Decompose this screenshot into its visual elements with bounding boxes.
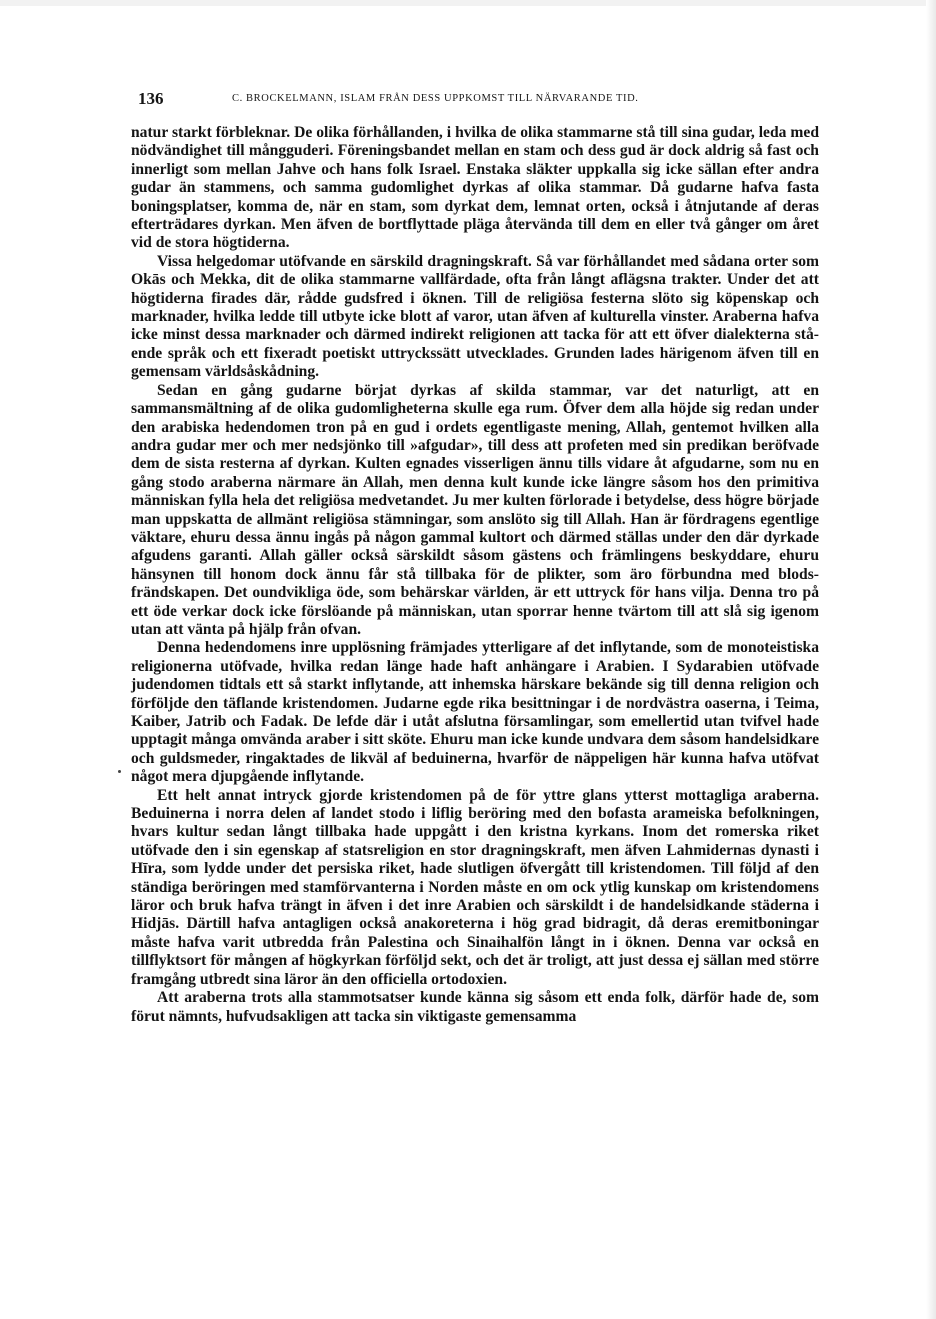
paragraph-3: Sedan en gång gudarne börjat dyrkas af skilda stammar, var det naturligt, att en sammansmältning af de olika gudomligheterna skulle ega rum. Öfver dem alla höjde sig redan under den arabiska hedendomen tron på en gud i ordets egentligaste mening, Allah, gentemot hvilken alla andra gudar mer och mer nedsjönko till »afgudar», till dess att profeten med sin predikan beröfvade dem de sista resterna af dyrkan. Kulten egnades visserligen ännu tills vidare åt afgudarne, som nu en gång stodo araberna närmare än Allah, men denna kult kunde icke längre såsom hos den primitiva människan fylla hela det religiösa medvetandet. Ju mer kulten förlorade i betydelse, dess högre började man uppskatta de allmänt religiösa stämningar, som anslöto sig till Allah. Han är fördragens egentlige väktare, ehuru dessa ännu ingås på någon gammal kultort och därmed ställas under den där dyrkade afgudens garanti. Allah gäller också särskildt såsom gästens och främlingens beskyddare, ehuru hänsynen till honom dock ännu får stå tillbaka för de plikter, som äro förbundna med blodsfrändskapen. Det oundvikliga öde, som behärskar världen, är ett uttryck för hans vilja. Denna tro på ett öde verkar dock icke förslöande på människan, utan sporrar henne tvärtom till att slå sig igenom utan att vänta på hjälp från ofvan. (131, 381, 819, 638)
paragraph-2: Vissa helgedomar utöfvande en särskild dragningskraft. Så var förhållandet med sådana orter som Okās och Mekka, dit de olika stammarne vallfärdade, ofta från långt aflägsna trakter. Under det att högtiderna firades där, rådde gudsfred i öknen. Till de religiösa festerna slöto sig köpenskap och marknader, hvilka ledde till utbyte icke blott af varor, utan äfven af kulturella vinster. Araberna hafva icke minst dessa marknader och därmed indirekt religionen att tacka för att ett öfver dialekterna stående språk och ett fixeradt poetiskt uttryckssätt utvecklades. Grunden lades härigenom äfven till en gemensam världsåskådning. (131, 252, 819, 381)
page-number: 136 (138, 89, 164, 108)
paragraph-1: natur starkt förbleknar. De olika förhållanden, i hvilka de olika stammarne stå till sina gudar, leda med nödvändighet till mångguderi. Föreningsbandet mellan en stam och dess gud är dock aldrig så fast och innerligt som mellan Jahve och hans folk Israel. Enstaka släkter uppkalla sig icke sällan efter andra gudar än stammens, och samma gudomlighet dyrkas af olika stammar. Då gudarne hafva fasta boningsplatser, komma de, när en stam, som dyrkat dem, lemnat orten, också i åtnjutande af deras efterträdares dyrkan. Men äfven de bortflyttade pläga återvända till dem en eller två gånger om året vid de stora högtiderna. (131, 124, 819, 252)
running-head: C. BROCKELMANN, ISLAM FRÅN DESS UPPKOMST TILL NÄRVARANDE TID. (232, 93, 639, 104)
paragraph-4: Denna hedendomens inre upplösning främjades ytterligare af det inflytande, som de monoteistiska religionerna utöfvade, hvilka redan länge hade haft anhängare i Arabien. I Sydarabien utöfvade judendomen tidtals ett så starkt inflytande, att inhemska härskare bekände sig till denna religion och förföljde den täflande kristendomen. Judarne egde rika besittningar i de nordvästra oaserna, i Teima, Kaiber, Jatrib och Fadak. De lefde där i utåt afslutna församlingar, som emellertid utan tvifvel hade upptagit många omvända araber i sitt sköte. Ehuru man icke kunde undvara dem såsom handelsidkare och guldsmeder, ringaktades de likväl af beduinerna, hvarför de näppeligen här kunna hafva utöfvat något mera djupgående inflytande. (131, 639, 819, 786)
body-text (131, 124, 819, 1026)
page-header (138, 88, 823, 110)
scan-edge-top (0, 0, 936, 6)
scan-speck (118, 770, 121, 773)
scan-edge-right (926, 0, 936, 1319)
paragraph-5: Ett helt annat intryck gjorde kristendomen på de för yttre glans ytterst mottagliga araberna. Beduinerna i norra delen af landet stodo i liflig beröring med den bofasta arameiska befolkningen, hvars kultur sedan långt tillbaka hade uppgått i den kristna kyrkans. Inom det romerska riket utöfvade den i sin egenskap af statsreligion en stor dragningskraft, men äfven Lahmidernas dynasti i Hīra, som lydde under det persiska riket, hade slutligen öfvergått till kristendomen. Till följd af den ständiga beröringen med stamförvanterna i Norden måste en om ock ytlig kunskap om kristendomens läror och bruk hafva trängt in äfven i det inre Arabien och särskildt i de handelsidkande städerna i Hidjās. Därtill hafva antagligen också anakoreterna i hög grad bidragit, då deras eremitboningar måste hafva varit utbredda från Palestina och Sinaihalfön långt in i öknen. Denna var också en tillflyktsort för mången af högkyrkan förföljd sekt, och det är troligt, att just dessa ej sällan med större framgång utbredt sina läror än den officiella ortodoxien. (131, 786, 819, 988)
paragraph-6: Att araberna trots alla stammotsatser kunde känna sig såsom ett enda folk, därför hade de, som förut nämnts, hufvudsakligen att tacka sin viktigaste gemensamma (131, 989, 819, 1025)
